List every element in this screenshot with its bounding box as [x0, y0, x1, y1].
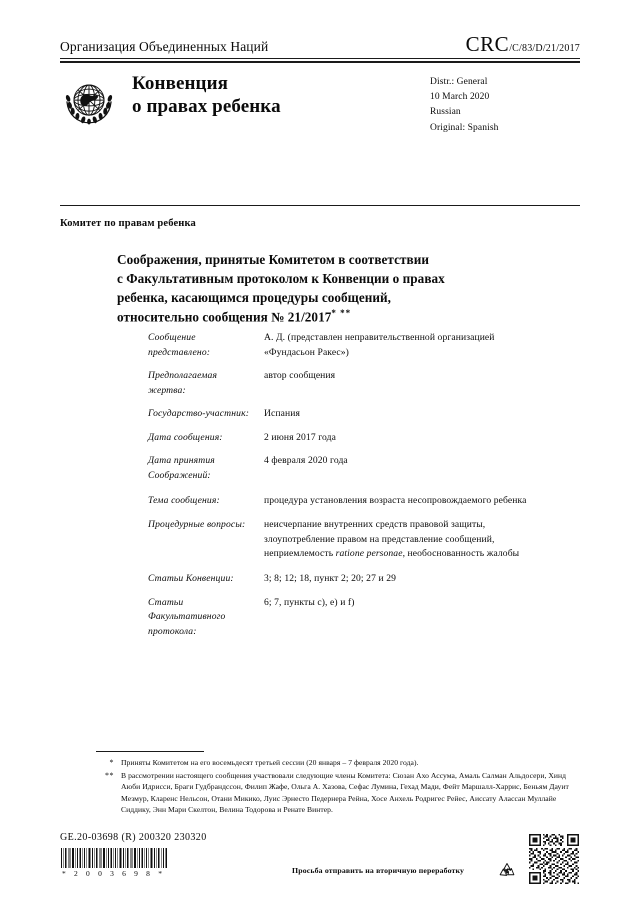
page-title	[117, 250, 587, 326]
masthead-rule-thick	[60, 61, 580, 63]
detail-row	[148, 596, 548, 640]
page-title-line4: относительно сообщения № 21/2017	[117, 309, 332, 325]
convention-title-line2: о правах ребенка	[132, 95, 281, 117]
detail-value: Испания	[264, 408, 300, 420]
detail-value: 4 февраля 2020 года	[264, 455, 348, 467]
case-details-list	[148, 331, 548, 648]
barcode-block	[60, 848, 168, 878]
convention-title-line1: Конвенция	[132, 72, 228, 94]
masthead-bottom-rule	[60, 205, 580, 206]
document-symbol-suffix: /C/83/D/21/2017	[509, 43, 580, 54]
distr-date: 10 March 2020	[430, 91, 490, 102]
committee-name: Комитет по правам ребенка	[60, 218, 196, 229]
detail-row	[148, 431, 548, 446]
barcode-digits: * 2 0 0 3 6 9 8 *	[62, 869, 166, 878]
distr-original: Original: Spanish	[430, 122, 499, 133]
detail-row	[148, 369, 548, 398]
detail-term: Процедурные вопросы:	[148, 519, 246, 531]
detail-value-post: , необоснованность жалобы	[402, 548, 520, 560]
footnotes	[96, 757, 584, 817]
detail-term: Предполагаемая жертва:	[148, 370, 218, 396]
masthead-rule-thin	[60, 58, 580, 59]
detail-row	[148, 494, 548, 509]
detail-value	[264, 518, 548, 562]
detail-row	[148, 331, 548, 360]
page-title-line2: с Факультативным протоколом к Конвенции о правах	[117, 271, 445, 286]
detail-term: Тема сообщения:	[148, 494, 220, 506]
footnote-marker: *	[109, 758, 114, 767]
distr-language: Russian	[430, 107, 461, 118]
detail-term: Государство-участник:	[148, 408, 250, 420]
barcode-icon	[60, 848, 168, 868]
page-title-line4-wrap	[117, 307, 587, 326]
footnote-text: Приняты Комитетом на его восемьдесят третьей сессии (20 января – 7 февраля 2020 года).	[121, 758, 419, 767]
detail-term: Статьи Факультативного протокола:	[148, 596, 226, 637]
page-title-line3: ребенка, касающимся процедуры сообщений,	[117, 290, 392, 305]
organization-name: Организация Объединенных Наций	[60, 39, 269, 55]
detail-value: 3; 8; 12; 18, пункт 2; 20; 27 и 29	[264, 572, 396, 584]
un-emblem-icon	[60, 74, 118, 132]
detail-term: Статьи Конвенции:	[148, 572, 234, 584]
document-symbol	[466, 34, 580, 55]
masthead-top-row	[60, 34, 580, 58]
recycle-note: Просьба отправить на вторичную переработку	[292, 866, 465, 875]
distribution-block	[430, 72, 580, 137]
detail-value: автор сообщения	[264, 370, 336, 382]
detail-term: Дата сообщения:	[148, 431, 223, 443]
footnote-marker: **	[105, 771, 114, 780]
qr-code-icon	[529, 834, 579, 884]
title-footnote-marks: * **	[331, 308, 352, 318]
detail-row	[148, 454, 548, 483]
detail-value: 6; 7, пункты c), e) и f)	[264, 596, 355, 608]
page-title-line1: Соображения, принятые Комитетом в соответствии	[117, 252, 429, 267]
detail-value: процедура установления возраста несопровождаемого ребенка	[264, 494, 527, 506]
recycle-icon	[497, 861, 517, 881]
detail-row	[148, 407, 548, 422]
detail-value: 2 июня 2017 года	[264, 431, 336, 443]
detail-term: Сообщение представлено:	[148, 332, 211, 358]
footnote-item	[96, 757, 584, 769]
detail-row	[148, 518, 548, 562]
masthead-body	[60, 72, 580, 150]
footnote-separator	[96, 751, 204, 752]
detail-row	[148, 572, 548, 587]
job-number: GE.20-03698 (R) 200320 230320	[60, 832, 207, 843]
distr-line: Distr.: General	[430, 76, 488, 87]
convention-title	[132, 72, 420, 118]
footnote-item	[96, 770, 584, 816]
detail-value-latin: ratione personae	[335, 548, 403, 560]
detail-value-pre: неисчерпание внутренних средств правовой защиты, злоупотребление правом на представление сообщений, неприемлемость	[264, 519, 495, 560]
detail-value: А. Д. (представлен неправительственной организацией «Фундасьон Ракес»)	[264, 332, 495, 358]
masthead	[60, 34, 580, 150]
detail-term: Дата принятия Соображений:	[148, 455, 215, 482]
document-symbol-main: CRC	[465, 32, 510, 56]
footnote-text: В рассмотрении настоящего сообщения участвовали следующие члены Комитета: Сюзан Ахо Ассума, Амаль Салман Альдосери, Хинд Аюби Идрисси, Браги Гудбрандссон, Филип Жафе, Ольга А. Хазова, Сефас Лумина, Гехад Мади, Фейт Маршалл-Харрис, Беньям Дауит Мезмур, Кларенс Нельсон, Отани Микико, Луис Эрнесто Педернера Рейна, Хосе Анхель Родригес Рейес, Аиссату Алассан Муллайе Сиддику, Энн Мари Скелтон, Велина Тодорова и Ренате Винтер.	[121, 771, 569, 815]
